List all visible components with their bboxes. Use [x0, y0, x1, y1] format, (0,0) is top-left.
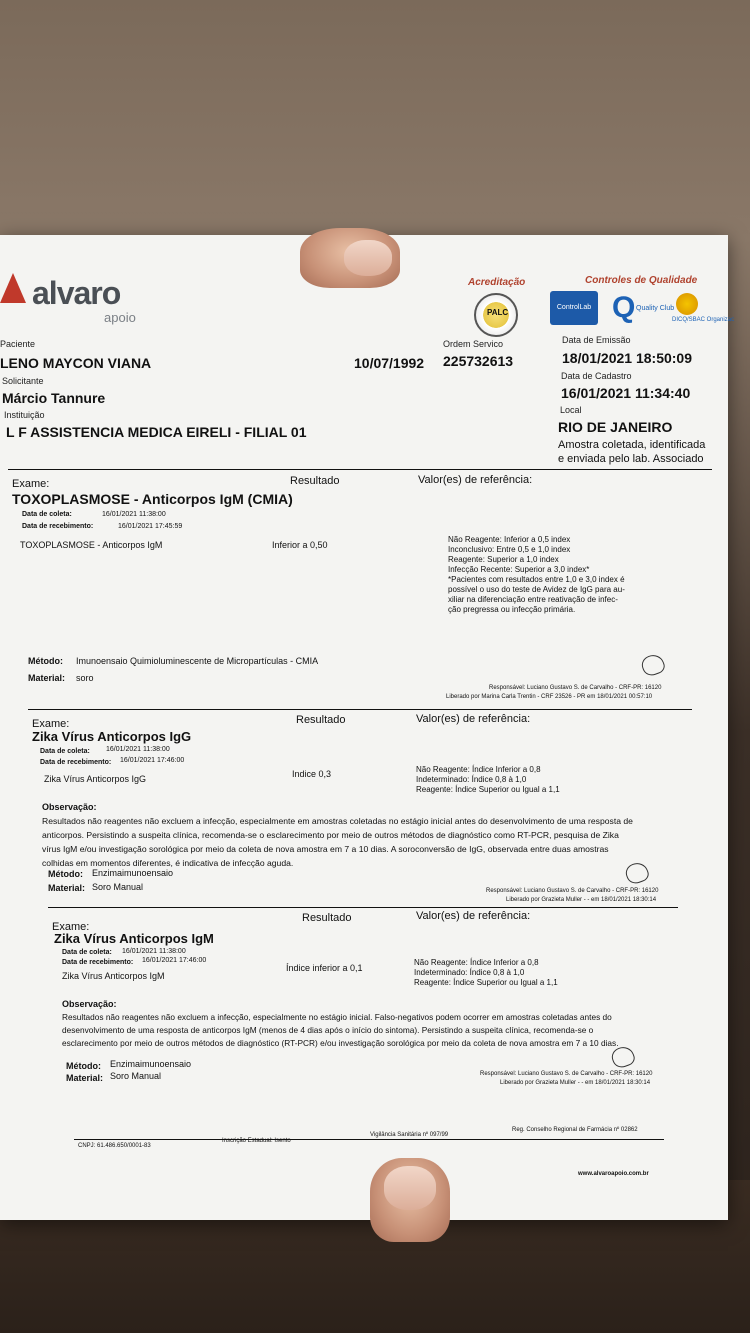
obs-line: anticorpos. Persistindo a suspeita clínica, recomenda-se o esclarecimento por meio de outros métodos de diagnóstico como RT-PCR, pesquisa de Zika [42, 830, 619, 840]
brand-subtitle: apoio [104, 310, 136, 325]
solicitante-value: Márcio Tannure [2, 390, 106, 406]
metodo-value: Enzimaimunoensaio [92, 868, 174, 878]
exame-label: Exame: [12, 478, 50, 490]
test-name: Zika Vírus Anticorpos IgM [62, 971, 165, 981]
divider [8, 469, 712, 470]
top-thumbnail [344, 240, 392, 276]
test-result: Inferior a 0,50 [272, 540, 328, 550]
test-result: Índice inferior a 0,1 [286, 963, 363, 973]
exame-label: Exame: [52, 921, 90, 933]
ref-line: possível o uso do teste de Avidez de IgG para au- [448, 585, 625, 594]
divider [48, 907, 678, 908]
quality-club-logo-icon: Q [612, 291, 636, 324]
divider [28, 709, 692, 710]
controllab-logo: ControlLab [550, 291, 598, 325]
acreditacao-label: Acreditação [468, 277, 526, 288]
bottom-thumbnail [384, 1166, 436, 1210]
ref-line: Não Reagente: Inferior a 0,5 index [448, 535, 571, 544]
birth-date: 10/07/1992 [354, 355, 425, 371]
controles-label: Controles de Qualidade [585, 275, 698, 286]
lab-report-paper [0, 235, 735, 1220]
test-result: Indice 0,3 [292, 769, 332, 779]
referencia-label: Valor(es) de referência: [418, 474, 533, 486]
test-name: Zika Vírus Anticorpos IgG [44, 774, 147, 784]
observacao-label: Observação: [62, 999, 117, 1009]
metodo-label: Método: [48, 869, 83, 879]
ref-line: Infecção Recente: Superior a 3,0 index* [448, 565, 590, 574]
palc-seal-icon [474, 293, 518, 337]
local-value: RIO DE JANEIRO [558, 419, 673, 435]
emissao-value: 18/01/2021 18:50:09 [562, 350, 692, 366]
responsavel-text: Responsável: Luciano Gustavo S. de Carvalho - CRF-PR: 16120 [489, 685, 662, 691]
ref-line: Indeterminado: Índice 0,8 à 1,0 [416, 775, 527, 784]
obs-line: vírus IgM e/ou investigação sorológica por meio da coleta de nova amostra em 7 a 10 dias. A soroconversão de IgG, observada entre duas amostras [42, 844, 609, 854]
metodo-label: Método: [66, 1061, 101, 1071]
quality-club-text: Quality Club [636, 305, 675, 312]
resultado-label: Resultado [296, 714, 346, 726]
resultado-label: Resultado [302, 912, 352, 924]
footer-website: www.alvaroapoio.com.br [578, 1171, 649, 1177]
material-label: Material: [48, 883, 86, 893]
material-value: Soro Manual [110, 1071, 162, 1081]
footer-vigilancia: Vigilância Sanitária nº 097/99 [370, 1132, 449, 1138]
material-label: Material: [66, 1073, 104, 1083]
obs-line: Resultados não reagentes não excluem a infecção, especialmente em amostras coletadas no estágio inicial antes do desenvolvimento de uma resposta de [42, 816, 633, 826]
obs-line: esclarecimento por meio de outros métodos de diagnóstico (RT-PCR) e/ou investigação sorológica por meio da coleta de nova amostra em 7 a 10 dias. [62, 1038, 619, 1048]
material-value: soro [76, 673, 94, 683]
paciente-label: Paciente [0, 339, 36, 349]
ref-line: Reagente: Índice Superior ou Igual a 1,1 [416, 785, 560, 794]
alvaro-logo-icon [0, 273, 26, 303]
instituicao-value: L F ASSISTENCIA MEDICA EIRELI - FILIAL 01 [6, 424, 307, 440]
solicitante-label: Solicitante [2, 376, 44, 386]
ref-line: Reagente: Superior a 1,0 index [448, 555, 559, 564]
observacao-text [62, 1011, 619, 1050]
dicq-text: DICQ/SBAC Organizac [672, 317, 735, 323]
metodo-value: Imunoensaio Quimioluminescente de Micropartículas - CMIA [76, 656, 319, 666]
reference-values [448, 535, 625, 615]
ref-line: Não Reagente: Índice Inferior a 0,8 [416, 765, 541, 774]
obs-line: colhidas em momentos diferentes, é indicativa de infecção aguda. [42, 858, 294, 868]
liberado-text: Liberado por Grazieta Muller - - em 18/01/2021 18:30:14 [506, 897, 657, 903]
exame-label: Exame: [32, 718, 70, 730]
exam-title: TOXOPLASMOSE - Anticorpos IgM (CMIA) [12, 491, 293, 507]
material-label: Material: [28, 673, 66, 683]
ordem-label: Ordem Servico [443, 339, 504, 349]
test-name: TOXOPLASMOSE - Anticorpos IgM [20, 540, 163, 550]
emissao-label: Data de Emissão [562, 335, 631, 345]
cadastro-label: Data de Cadastro [561, 371, 632, 381]
reference-values [414, 958, 558, 988]
recebimento-label: Data de recebimento: [40, 759, 112, 766]
recebimento-value: 16/01/2021 17:46:00 [120, 757, 185, 764]
amostra-note-1: Amostra coletada, identificada [558, 439, 706, 451]
recebimento-label: Data de recebimento: [62, 959, 134, 966]
instituicao-label: Instituição [4, 410, 45, 420]
amostra-note-2: e enviada pelo lab. Associado [558, 453, 704, 465]
coleta-value: 16/01/2021 11:38:00 [122, 948, 186, 955]
metodo-label: Método: [28, 656, 63, 666]
dicq-logo-icon [676, 293, 698, 315]
obs-line: desenvolvimento de uma resposta de anticorpos IgM (menos de 4 dias após o início do sintoma). Persistindo a suspeita clínica, recomenda-se o [62, 1025, 594, 1035]
responsavel-text: Responsável: Luciano Gustavo S. de Carvalho - CRF-PR: 16120 [480, 1071, 653, 1077]
local-label: Local [560, 405, 582, 415]
signature-icon [639, 652, 667, 678]
ref-line: Não Reagente: Índice Inferior a 0,8 [414, 958, 539, 967]
footer-divider [74, 1139, 664, 1140]
recebimento-value: 16/01/2021 17:46:00 [142, 957, 207, 964]
ref-line: Inconclusivo: Entre 0,5 e 1,0 index [448, 545, 571, 554]
metodo-value: Enzimaimunoensaio [110, 1059, 192, 1069]
seal-text: PALC [487, 308, 509, 317]
coleta-label: Data de coleta: [62, 949, 112, 956]
ref-line: ção pregressa ou infecção primária. [448, 605, 576, 614]
referencia-label: Valor(es) de referência: [416, 713, 531, 725]
liberado-text: Liberado por Marina Carla Trentin - CRF 23526 - PR em 18/01/2021 00:57:10 [446, 694, 653, 700]
ref-line: xiliar na diferenciação entre reativação de infec- [448, 595, 618, 604]
resultado-label: Resultado [290, 475, 340, 487]
brand-name: alvaro [32, 275, 121, 311]
footer-reg: Reg. Conselho Regional de Farmácia nº 02862 [512, 1127, 638, 1133]
exam-title: Zika Vírus Anticorpos IgM [54, 931, 214, 946]
patient-name: LENO MAYCON VIANA [0, 355, 152, 371]
reference-values [416, 765, 560, 795]
coleta-value: 16/01/2021 11:38:00 [106, 746, 170, 753]
liberado-text: Liberado por Grazieta Muller - - em 18/01/2021 18:30:14 [500, 1080, 651, 1086]
footer-inscricao: Inscrição Estadual: Isento [222, 1138, 291, 1144]
ref-line: Indeterminado: Índice 0,8 à 1,0 [414, 968, 525, 977]
recebimento-value: 16/01/2021 17:45:59 [118, 523, 183, 530]
material-value: Soro Manual [92, 882, 144, 892]
cadastro-value: 16/01/2021 11:34:40 [561, 385, 691, 401]
recebimento-label: Data de recebimento: [22, 523, 94, 530]
exam-title: Zika Vírus Anticorpos IgG [32, 729, 192, 744]
ordem-value: 225732613 [443, 353, 514, 369]
coleta-label: Data de coleta: [40, 748, 90, 755]
footer-cnpj: CNPJ: 61.486.650/0001-83 [78, 1143, 151, 1149]
referencia-label: Valor(es) de referência: [416, 910, 531, 922]
observacao-text [42, 814, 633, 870]
responsavel-text: Responsável: Luciano Gustavo S. de Carvalho - CRF-PR: 16120 [486, 888, 659, 894]
ref-line: Reagente: Índice Superior ou Igual a 1,1 [414, 978, 558, 987]
coleta-value: 16/01/2021 11:38:00 [102, 511, 166, 518]
ref-line: *Pacientes com resultados entre 1,0 e 3,0 index é [448, 575, 625, 584]
obs-line: Resultados não reagentes não excluem a infecção, especialmente no estágio inicial. Falso-negativos podem ocorrer em amostras coletadas antes do [62, 1012, 612, 1022]
observacao-label: Observação: [42, 802, 97, 812]
coleta-label: Data de coleta: [22, 511, 72, 518]
